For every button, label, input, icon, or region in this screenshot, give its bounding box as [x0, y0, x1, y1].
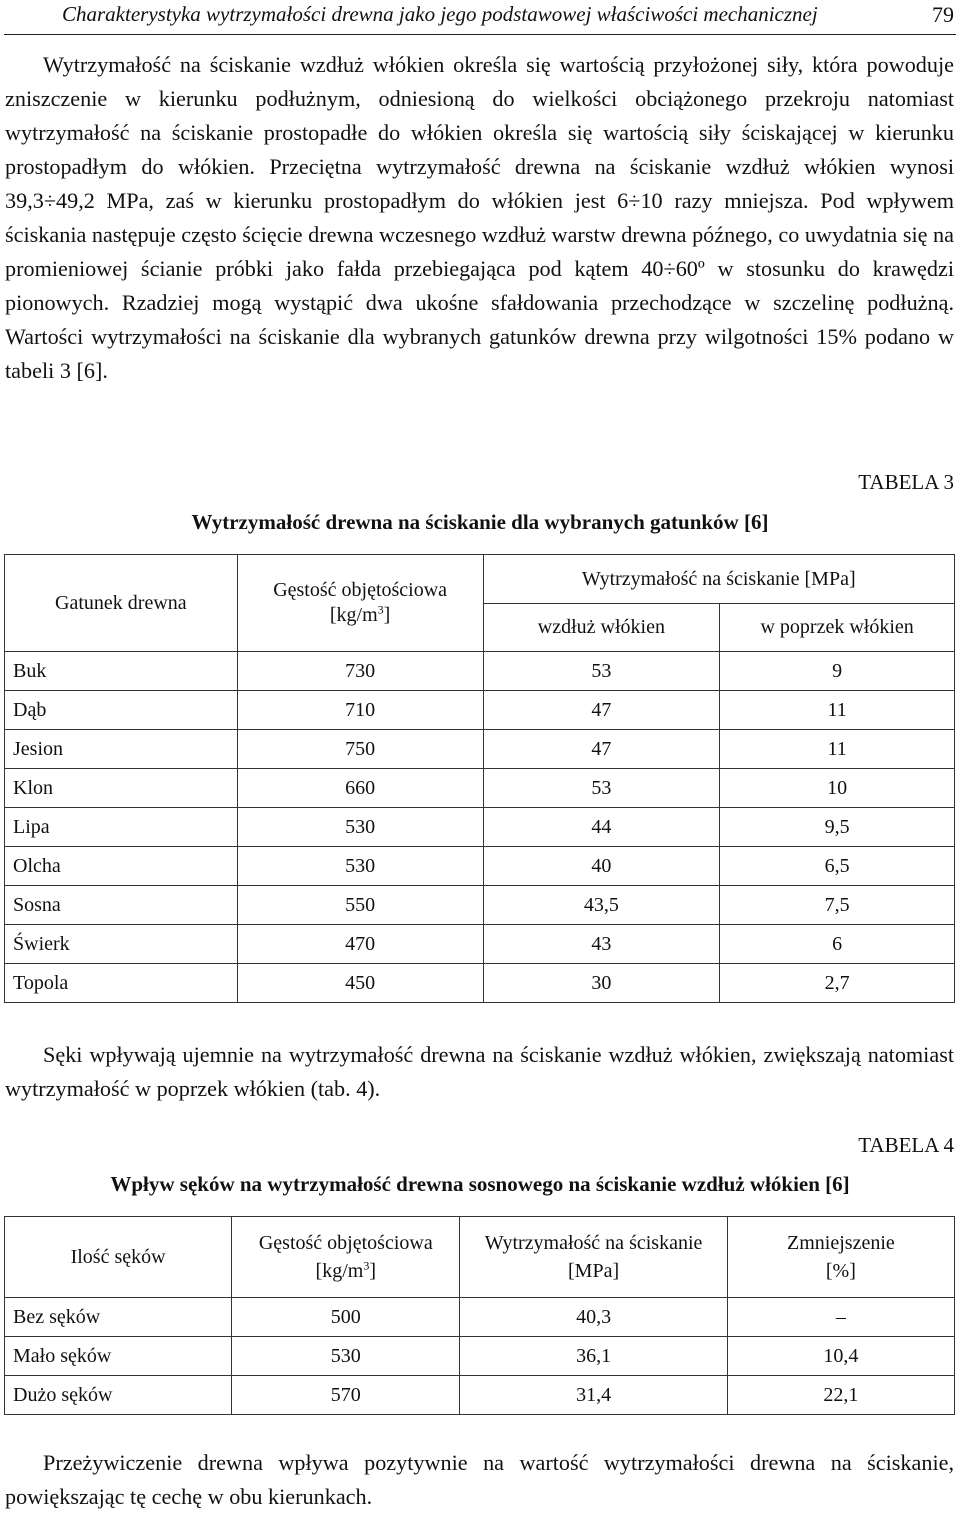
across-cell: 2,7 — [720, 964, 955, 1003]
table-row — [5, 1376, 955, 1415]
table4-title: Wpływ sęków na wytrzymałość drewna sosnowego na ściskanie wzdłuż włókien [6] — [110, 1172, 850, 1196]
species-cell: Topola — [5, 964, 238, 1003]
along-cell: 43,5 — [483, 886, 720, 925]
paragraph-resin: Przeżywiczenie drewna wpływa pozytywnie na wartość wytrzymałości drewna na ściskanie, powiększając tę cechę w obu kierunkach. — [5, 1450, 954, 1509]
table-row — [5, 1337, 955, 1376]
across-cell: 11 — [720, 691, 955, 730]
paragraph-knots: Sęki wpływają ujemnie na wytrzymałość drewna na ściskanie wzdłuż włókien, zwiększają natomiast wytrzymałość w poprzek włókien (tab. 4). — [5, 1042, 954, 1101]
density-cell: 500 — [232, 1298, 460, 1337]
along-cell: 43 — [483, 925, 720, 964]
knots-cell: Mało sęków — [5, 1337, 232, 1376]
along-cell: 30 — [483, 964, 720, 1003]
species-cell: Buk — [5, 652, 238, 691]
table3-header-density-label: Gęstość objętościowa — [273, 579, 448, 601]
table4-header-strength-label: Wytrzymałość na ściskanie — [484, 1232, 703, 1254]
table4-header-reduction-unit: [%] — [825, 1260, 856, 1282]
along-cell: 40 — [483, 847, 720, 886]
along-cell: 44 — [483, 808, 720, 847]
table4-number: TABELA 4 — [858, 1133, 954, 1157]
table3 — [4, 554, 955, 1003]
density-cell: 750 — [237, 730, 483, 769]
across-cell: 6,5 — [720, 847, 955, 886]
species-cell: Jesion — [5, 730, 238, 769]
table3-header-across: w poprzek włókien — [720, 604, 955, 652]
species-cell: Dąb — [5, 691, 238, 730]
species-cell: Klon — [5, 769, 238, 808]
table3-number: TABELA 3 — [858, 470, 954, 494]
table-row — [5, 964, 955, 1003]
reduction-cell: 22,1 — [727, 1376, 954, 1415]
page-number: 79 — [932, 2, 954, 27]
across-cell: 9,5 — [720, 808, 955, 847]
running-header — [62, 2, 954, 32]
density-cell: 530 — [237, 808, 483, 847]
table3-header-along: wzdłuż włókien — [483, 604, 720, 652]
along-cell: 53 — [483, 652, 720, 691]
table4-header-density-label: Gęstość objętościowa — [258, 1232, 433, 1254]
species-cell: Lipa — [5, 808, 238, 847]
species-cell: Olcha — [5, 847, 238, 886]
density-cell: 730 — [237, 652, 483, 691]
species-cell: Świerk — [5, 925, 238, 964]
across-cell: 7,5 — [720, 886, 955, 925]
across-cell: 9 — [720, 652, 955, 691]
table-row — [5, 847, 955, 886]
density-cell: 450 — [237, 964, 483, 1003]
density-cell: 530 — [232, 1337, 460, 1376]
density-cell: 530 — [237, 847, 483, 886]
table3-header-species: Gatunek drewna — [5, 555, 238, 652]
strength-cell: 40,3 — [460, 1298, 727, 1337]
table-row — [5, 769, 955, 808]
density-cell: 470 — [237, 925, 483, 964]
across-cell: 10 — [720, 769, 955, 808]
table-row — [5, 652, 955, 691]
table4-header-knots: Ilość sęków — [5, 1217, 232, 1298]
table-row — [5, 691, 955, 730]
along-cell: 47 — [483, 691, 720, 730]
density-cell: 660 — [237, 769, 483, 808]
strength-cell: 36,1 — [460, 1337, 727, 1376]
across-cell: 6 — [720, 925, 955, 964]
reduction-cell: – — [727, 1298, 954, 1337]
table4 — [4, 1216, 955, 1415]
table4-header-reduction — [727, 1217, 954, 1298]
table3-title: Wytrzymałość drewna na ściskanie dla wybranych gatunków [6] — [191, 510, 769, 534]
table-row — [5, 808, 955, 847]
table-row — [5, 886, 955, 925]
along-cell: 53 — [483, 769, 720, 808]
table-row — [5, 1298, 955, 1337]
density-cell: 570 — [232, 1376, 460, 1415]
density-cell: 710 — [237, 691, 483, 730]
table3-header-strength: Wytrzymałość na ściskanie [MPa] — [483, 555, 954, 604]
table3-header-density-unit: $[kg/m^3]$ — [329, 602, 391, 626]
table4-header-reduction-label: Zmniejszenie — [787, 1232, 895, 1254]
table4-header-strength — [460, 1217, 727, 1298]
along-cell: 47 — [483, 730, 720, 769]
table-row — [5, 730, 955, 769]
table4-header-density-unit: $[kg/m^3]$ — [315, 1258, 376, 1282]
header-title: Charakterystyka wytrzymałości drewna jako jego podstawowej właściwości mechanicznej — [62, 2, 818, 26]
table4-header-density — [232, 1217, 460, 1298]
table4-header-strength-unit: [MPa] — [568, 1260, 620, 1282]
table3-header-density — [237, 555, 483, 652]
species-cell: Sosna — [5, 886, 238, 925]
table-row — [5, 925, 955, 964]
knots-cell: Bez sęków — [5, 1298, 232, 1337]
knots-cell: Dużo sęków — [5, 1376, 232, 1415]
reduction-cell: 10,4 — [727, 1337, 954, 1376]
strength-cell: 31,4 — [460, 1376, 727, 1415]
paragraph-compression: Wytrzymałość na ściskanie wzdłuż włókien określa się wartością przyłożonej siły, która powoduje zniszczenie w kierunku podłużnym, odniesioną do wielkości obciążonego przekroju natomiast wytrzymałość na ściskanie prostopadłe do włókien określa się wartością siły ściskającej w kierunku prostopadłym do włókien. Przeciętna wytrzymałość drewna na ściskanie wzdłuż włókien wynosi 39,3÷49,2 MPa, zaś w kierunku prostopadłym do włókien jest 6÷10 razy mniejsza. Pod wpływem ściskania następuje często ścięcie drewna wczesnego wzdłuż warstw drewna późnego, co uwydatnia się na promieniowej ścianie próbki jako fałda przebiegająca pod kątem 40÷60º w stosunku do krawędzi pionowych. Rzadziej mogą wystąpić dwa ukośne sfałdowania przechodzące w szczelinę podłużną. Wartości wytrzymałości na ściskanie dla wybranych gatunków drewna przy wilgotności 15% podano w tabeli 3 [6]. — [5, 52, 954, 383]
header-rule — [4, 34, 956, 35]
across-cell: 11 — [720, 730, 955, 769]
density-cell: 550 — [237, 886, 483, 925]
